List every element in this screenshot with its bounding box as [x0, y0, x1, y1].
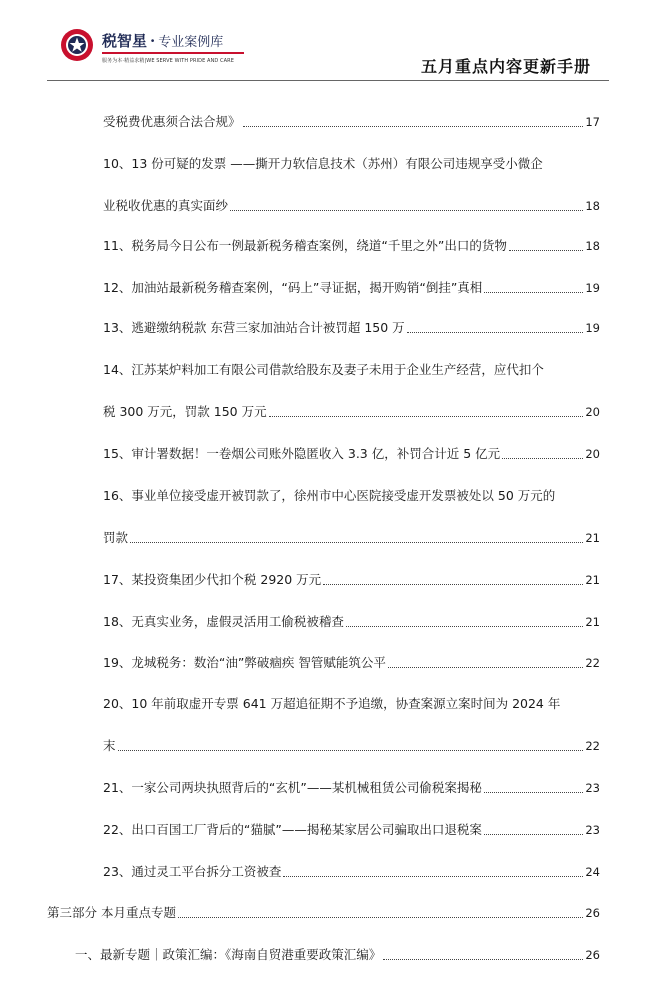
toc-entry[interactable]	[103, 570, 600, 590]
toc-page-number: 18	[585, 199, 600, 213]
toc-page-number: 23	[585, 781, 600, 795]
toc-page-number: 19	[585, 281, 600, 295]
toc-entry-continuation[interactable]	[103, 736, 600, 756]
brand-logo-icon	[60, 28, 94, 62]
toc-entry-continuation[interactable]	[103, 196, 600, 216]
brand-subtitle: 专业案例库	[158, 35, 224, 50]
toc-entry-title: 22、出口百国工厂背后的“猫腻”——揭秘某家居公司骗取出口退税案	[103, 822, 482, 837]
toc-leader	[484, 792, 584, 793]
toc-page-number: 26	[585, 906, 600, 920]
toc-page-number: 20	[585, 405, 600, 419]
toc-entry-title: 17、某投资集团少代扣个税 2920 万元	[103, 572, 322, 587]
toc-entry-title: 末	[103, 738, 116, 753]
toc-entry[interactable]	[103, 278, 600, 298]
toc-entry-title: 23、通过灵工平台拆分工资被查	[103, 864, 282, 879]
toc-entry[interactable]	[103, 360, 600, 380]
toc-page-number: 22	[585, 656, 600, 670]
toc-page-number: 20	[585, 447, 600, 461]
toc-entry-title: 13、逃避缴纳税款 东营三家加油站合计被罚超 150 万	[103, 320, 405, 335]
toc-subsection[interactable]	[75, 945, 600, 965]
brand-slogan: 服务为本·精益求精|WE SERVE WITH PRIDE AND CARE	[102, 58, 234, 64]
toc-leader	[502, 458, 583, 459]
toc-leader	[230, 210, 583, 211]
toc-leader	[178, 917, 583, 918]
toc-entry[interactable]	[103, 694, 600, 714]
toc-section-heading[interactable]	[47, 903, 600, 923]
brand-underline	[102, 52, 244, 54]
toc-entry[interactable]	[103, 612, 600, 632]
header-divider	[47, 80, 609, 81]
toc-page-number: 26	[585, 948, 600, 962]
toc-leader	[346, 626, 583, 627]
toc-page-number: 22	[585, 739, 600, 753]
brand-name: 税智星	[102, 32, 148, 50]
toc-entry[interactable]	[103, 236, 600, 256]
toc-entry-title: 11、税务局今日公布一例最新税务稽查案例，绕道“千里之外”出口的货物	[103, 238, 507, 253]
toc-entry[interactable]	[103, 486, 600, 506]
toc-entry-title: 12、加油站最新税务稽查案例，“码上”寻证据，揭开购销“倒挂”真相	[103, 280, 483, 295]
toc-page-number: 17	[585, 115, 600, 129]
toc-entry-title: 20、10 年前取虚开专票 641 万超追征期不予追缴，协查案源立案时间为 2024 年	[103, 696, 561, 711]
toc-entry-continuation[interactable]	[103, 402, 600, 422]
toc-page-number: 24	[585, 865, 600, 879]
toc-page-number: 18	[585, 239, 600, 253]
toc-entry-title: 15、审计署数据！一卷烟公司账外隐匿收入 3.3 亿，补罚合计近 5 亿元	[103, 446, 501, 461]
toc-entry[interactable]	[103, 318, 600, 338]
manual-title: 五月重点内容更新手册	[420, 57, 591, 76]
toc-page-number: 21	[585, 573, 600, 587]
toc-entry[interactable]	[103, 653, 600, 673]
brand-title	[102, 30, 223, 51]
toc-entry-title: 一、最新专题｜政策汇编：《海南自贸港重要政策汇编》	[75, 947, 382, 962]
toc-leader	[243, 126, 584, 127]
toc-leader	[323, 584, 583, 585]
toc-leader	[130, 542, 583, 543]
toc-entry-title: 10、13 份可疑的发票 ——撕开力软信息技术（苏州）有限公司违规享受小微企	[103, 156, 543, 171]
toc-leader	[383, 959, 583, 960]
toc-entry[interactable]	[103, 862, 600, 882]
toc-entry[interactable]	[103, 112, 600, 132]
toc-entry-title: 第三部分 本月重点专题	[47, 905, 176, 920]
toc-entry-title: 受税费优惠须合法合规》	[103, 114, 241, 129]
toc-entry-title: 21、一家公司两块执照背后的“玄机”——某机械租赁公司偷税案揭秘	[103, 780, 482, 795]
toc-page-number: 19	[585, 321, 600, 335]
toc-leader	[484, 834, 584, 835]
toc-leader	[509, 250, 584, 251]
toc-entry[interactable]	[103, 444, 600, 464]
toc-entry-continuation[interactable]	[103, 528, 600, 548]
toc-entry[interactable]	[103, 778, 600, 798]
toc-page-number: 21	[585, 531, 600, 545]
toc-entry-title: 18、无真实业务，虚假灵活用工偷税被稽查	[103, 614, 344, 629]
toc-entry-title: 14、江苏某炉料加工有限公司借款给股东及妻子未用于企业生产经营，应代扣个	[103, 362, 544, 377]
toc-leader	[484, 292, 583, 293]
toc-leader	[269, 416, 584, 417]
toc-entry-title: 税 300 万元，罚款 150 万元	[103, 404, 267, 419]
page-header	[0, 0, 655, 80]
toc-entry-title: 16、事业单位接受虚开被罚款了，徐州市中心医院接受虚开发票被处以 50 万元的	[103, 488, 556, 503]
toc-page-number: 23	[585, 823, 600, 837]
toc-page-number: 21	[585, 615, 600, 629]
toc-entry[interactable]	[103, 820, 600, 840]
toc-entry-title: 19、龙城税务：数治“油”弊破痼疾 智管赋能筑公平	[103, 655, 386, 670]
toc-leader	[283, 876, 583, 877]
toc-entry-title: 业税收优惠的真实面纱	[103, 198, 229, 213]
toc-entry-title: 罚款	[103, 530, 129, 545]
brand-separator: ·	[150, 32, 156, 50]
toc-leader	[407, 332, 584, 333]
toc-entry[interactable]	[103, 154, 600, 174]
toc-leader	[118, 750, 584, 751]
toc-leader	[388, 667, 584, 668]
